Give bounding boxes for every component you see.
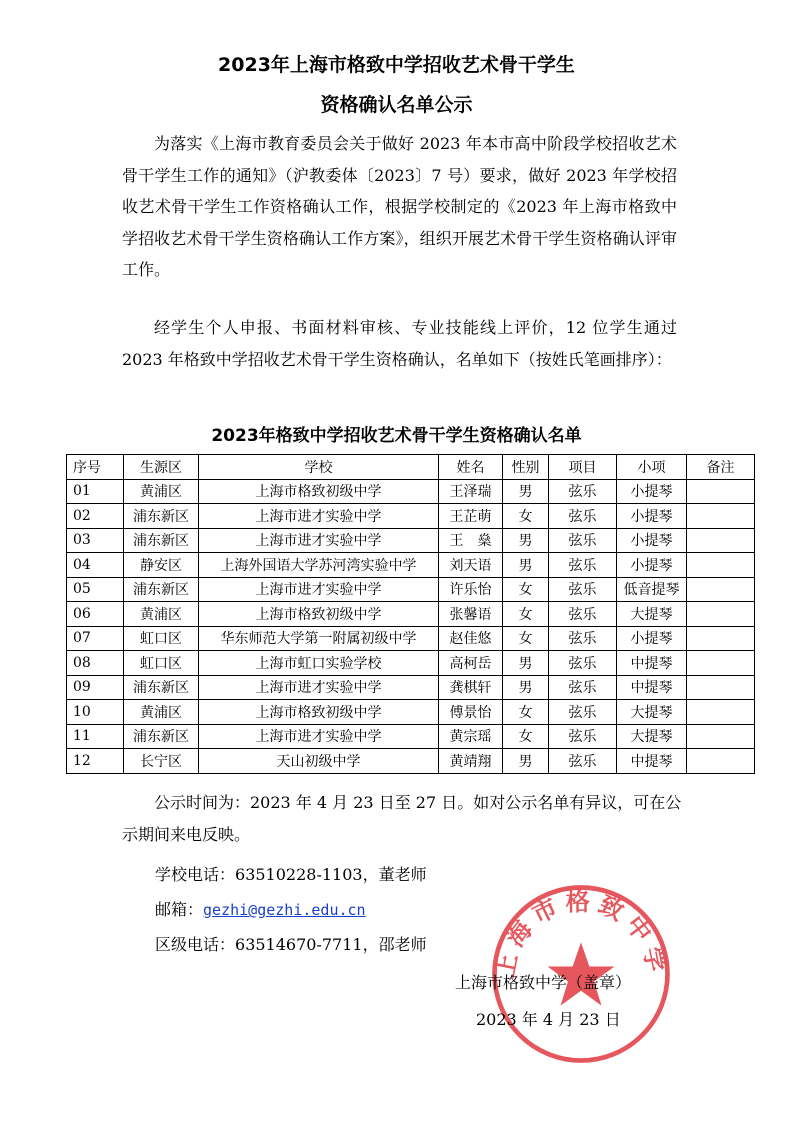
district-phone-label: 区级电话： (155, 935, 236, 954)
cell-project: 弦乐 (549, 749, 617, 774)
cell-note (687, 528, 755, 553)
cell-district: 浦东新区 (124, 724, 199, 749)
notice-period: 公示时间为：2023 年 4 月 23 日至 27 日。如对公示名单有异议，可在公示期间来电反映。 (122, 793, 682, 844)
cell-name: 赵佳悠 (439, 626, 503, 651)
cell-gender: 男 (503, 651, 549, 676)
table-row (67, 749, 755, 774)
header-gender: 性别 (503, 455, 549, 480)
cell-name: 王 燊 (439, 528, 503, 553)
table-row (67, 626, 755, 651)
cell-district: 黄浦区 (124, 700, 199, 725)
cell-item: 小提琴 (617, 528, 687, 553)
school-phone-label: 学校电话： (155, 865, 236, 884)
cell-item: 大提琴 (617, 724, 687, 749)
cell-school: 上海市格致初级中学 (199, 479, 439, 504)
cell-number: 11 (67, 724, 124, 749)
cell-school: 上海市格致初级中学 (199, 602, 439, 627)
cell-note (687, 700, 755, 725)
cell-item: 小提琴 (617, 504, 687, 529)
cell-project: 弦乐 (549, 528, 617, 553)
table-row (67, 577, 755, 602)
intro-paragraph: 为落实《上海市教育委员会关于做好 2023 年本市高中阶段学校招收艺术骨干学生工作的通知》（沪教委体〔2023〕7 号）要求，做好 2023 年学校招收艺术骨干学生工作资格确认工作，根据学校制定的《2023 年上海市格致中学招收艺术骨干学生资格确认工作方案》，组织开展艺术骨干学生资格确认评审工作。 (122, 134, 677, 280)
district-phone: 63514670-7711，邵老师 (235, 935, 427, 954)
cell-gender: 女 (503, 626, 549, 651)
cell-district: 浦东新区 (124, 504, 199, 529)
cell-item: 大提琴 (617, 700, 687, 725)
table-row (67, 553, 755, 578)
cell-name: 许乐怡 (439, 577, 503, 602)
email-line (155, 897, 366, 920)
cell-gender: 男 (503, 528, 549, 553)
cell-school: 上海市进才实验中学 (199, 675, 439, 700)
cell-item: 小提琴 (617, 479, 687, 504)
cell-district: 浦东新区 (124, 577, 199, 602)
cell-note (687, 553, 755, 578)
cell-number: 01 (67, 479, 124, 504)
cell-district: 虹口区 (124, 626, 199, 651)
cell-name: 龚棋轩 (439, 675, 503, 700)
cell-item: 中提琴 (617, 675, 687, 700)
table-row (67, 651, 755, 676)
cell-district: 黄浦区 (124, 479, 199, 504)
email-link[interactable]: gezhi@gezhi.edu.cn (203, 901, 366, 919)
table-row (67, 504, 755, 529)
table-row (67, 724, 755, 749)
header-project: 项目 (549, 455, 617, 480)
cell-note (687, 651, 755, 676)
cell-gender: 女 (503, 504, 549, 529)
cell-school: 上海市进才实验中学 (199, 724, 439, 749)
cell-name: 王泽瑞 (439, 479, 503, 504)
issuer-signature: 上海市格致中学（盖章） (455, 973, 632, 992)
cell-note (687, 724, 755, 749)
table-body (67, 479, 755, 773)
cell-project: 弦乐 (549, 602, 617, 627)
cell-project: 弦乐 (549, 553, 617, 578)
header-district: 生源区 (124, 455, 199, 480)
table-header-row (67, 455, 755, 480)
cell-school: 上海市虹口实验学校 (199, 651, 439, 676)
school-phone: 63510228-1103，董老师 (235, 865, 427, 884)
cell-gender: 女 (503, 724, 549, 749)
school-phone-line (155, 862, 427, 885)
cell-gender: 女 (503, 602, 549, 627)
table-row (67, 479, 755, 504)
cell-number: 02 (67, 504, 124, 529)
cell-item: 中提琴 (617, 749, 687, 774)
email-label: 邮箱： (155, 900, 204, 919)
district-phone-line (155, 932, 427, 955)
cell-project: 弦乐 (549, 504, 617, 529)
header-school: 学校 (199, 455, 439, 480)
cell-note (687, 577, 755, 602)
cell-item: 小提琴 (617, 553, 687, 578)
cell-school: 上海市进才实验中学 (199, 504, 439, 529)
cell-district: 浦东新区 (124, 675, 199, 700)
cell-project: 弦乐 (549, 479, 617, 504)
cell-gender: 男 (503, 553, 549, 578)
cell-school: 上海市进才实验中学 (199, 528, 439, 553)
header-item: 小项 (617, 455, 687, 480)
cell-name: 黄宗瑶 (439, 724, 503, 749)
cell-district: 静安区 (124, 553, 199, 578)
cell-gender: 女 (503, 700, 549, 725)
header-name: 姓名 (439, 455, 503, 480)
cell-district: 虹口区 (124, 651, 199, 676)
cell-gender: 女 (503, 577, 549, 602)
table-row (67, 528, 755, 553)
cell-gender: 男 (503, 749, 549, 774)
cell-number: 03 (67, 528, 124, 553)
cell-item: 小提琴 (617, 626, 687, 651)
cell-name: 傅景怡 (439, 700, 503, 725)
cell-school: 上海市进才实验中学 (199, 577, 439, 602)
cell-name: 黄靖翔 (439, 749, 503, 774)
cell-gender: 男 (503, 675, 549, 700)
cell-project: 弦乐 (549, 577, 617, 602)
cell-item: 低音提琴 (617, 577, 687, 602)
cell-item: 中提琴 (617, 651, 687, 676)
cell-school: 华东师范大学第一附属初级中学 (199, 626, 439, 651)
cell-district: 长宁区 (124, 749, 199, 774)
cell-note (687, 504, 755, 529)
cell-project: 弦乐 (549, 675, 617, 700)
cell-school: 上海外国语大学苏河湾实验中学 (199, 553, 439, 578)
cell-number: 10 (67, 700, 124, 725)
cell-school: 天山初级中学 (199, 749, 439, 774)
table-row (67, 700, 755, 725)
document-title-line2: 资格确认名单公示 (320, 94, 473, 116)
cell-number: 07 (67, 626, 124, 651)
cell-name: 王芷萌 (439, 504, 503, 529)
table-row (67, 602, 755, 627)
cell-project: 弦乐 (549, 626, 617, 651)
cell-note (687, 626, 755, 651)
cell-project: 弦乐 (549, 700, 617, 725)
header-number: 序号 (67, 455, 124, 480)
cell-number: 05 (67, 577, 124, 602)
svg-text:上海市格致中学: 上海市格致中学 (490, 888, 672, 981)
cell-number: 08 (67, 651, 124, 676)
cell-project: 弦乐 (549, 651, 617, 676)
cell-name: 高柯岳 (439, 651, 503, 676)
cell-number: 09 (67, 675, 124, 700)
cell-district: 黄浦区 (124, 602, 199, 627)
issue-date: 2023 年 4 月 23 日 (476, 1010, 621, 1029)
cell-note (687, 602, 755, 627)
cell-gender: 男 (503, 479, 549, 504)
cell-item: 大提琴 (617, 602, 687, 627)
roster-table (66, 454, 755, 774)
cell-number: 12 (67, 749, 124, 774)
cell-number: 06 (67, 602, 124, 627)
table-title: 2023年格致中学招收艺术骨干学生资格确认名单 (211, 426, 582, 446)
header-note: 备注 (687, 455, 755, 480)
cell-name: 刘天语 (439, 553, 503, 578)
table-row (67, 675, 755, 700)
cell-district: 浦东新区 (124, 528, 199, 553)
cell-note (687, 749, 755, 774)
cell-project: 弦乐 (549, 724, 617, 749)
cell-name: 张馨语 (439, 602, 503, 627)
cell-school: 上海市格致初级中学 (199, 700, 439, 725)
selection-paragraph: 经学生个人申报、书面材料审核、专业技能线上评价，12 位学生通过 2023 年格致中学招收艺术骨干学生资格确认，名单如下（按姓氏笔画排序）： (122, 318, 677, 369)
document-title-line1: 2023年上海市格致中学招收艺术骨干学生 (218, 54, 575, 76)
cell-note (687, 675, 755, 700)
cell-note (687, 479, 755, 504)
cell-number: 04 (67, 553, 124, 578)
